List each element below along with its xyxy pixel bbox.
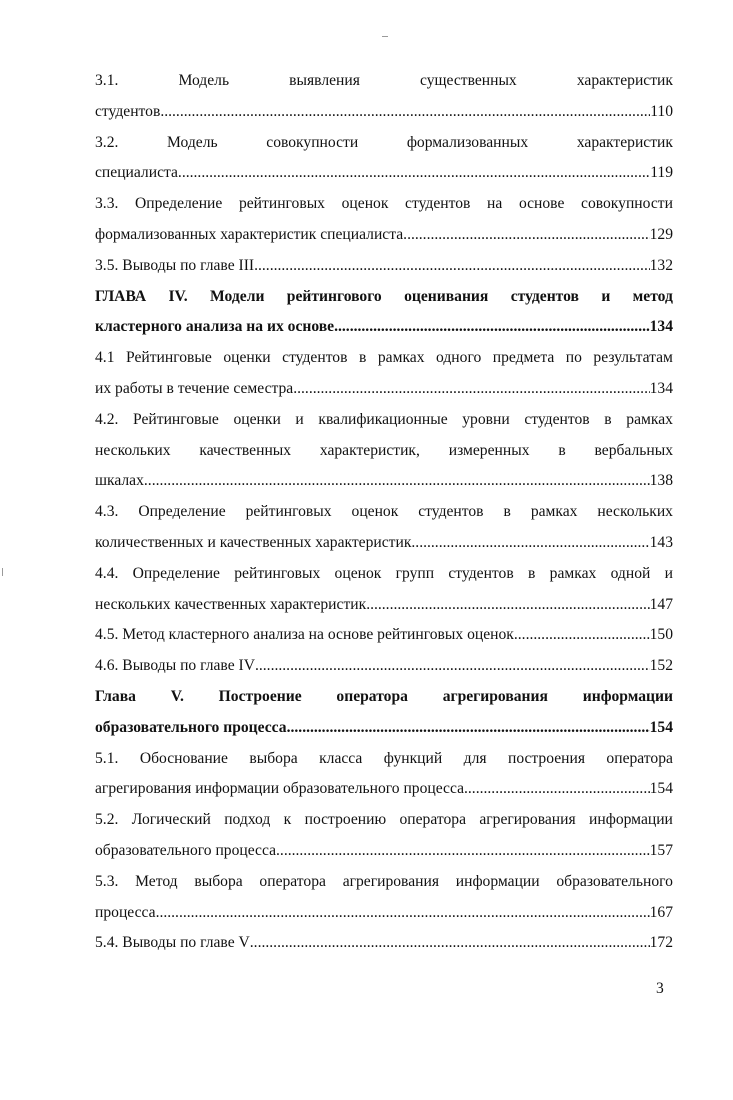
toc-word: оценивания	[404, 287, 489, 305]
toc-line	[95, 559, 673, 590]
toc-entry-title: их работы в течение семестра	[95, 379, 294, 397]
toc-word: и	[601, 287, 611, 305]
toc-word: 5.3.	[95, 872, 119, 890]
toc-word: оценки	[233, 410, 281, 428]
toc-line	[95, 867, 673, 898]
toc-word: рейтинговых	[245, 503, 332, 521]
toc-line	[95, 497, 673, 528]
toc-word: Определение	[132, 564, 220, 582]
toc-word: 4.2.	[95, 410, 119, 428]
toc-entry	[95, 312, 673, 343]
toc-entry	[95, 97, 673, 128]
toc-word: оператора	[606, 749, 673, 767]
dot-leader	[255, 651, 650, 682]
toc-page-number: 157	[649, 841, 673, 859]
toc-page-number: 172	[649, 934, 673, 952]
toc-word: к	[283, 811, 292, 829]
toc-page-number: 138	[649, 472, 673, 490]
toc-word: и	[664, 564, 673, 582]
toc-word: характеристик	[576, 133, 673, 151]
toc-page-number: 132	[649, 256, 673, 274]
toc-page-number: 119	[650, 164, 673, 182]
toc-page-number: 150	[649, 626, 673, 644]
toc-word: Построение	[218, 687, 302, 705]
toc-page-number: 143	[649, 533, 673, 551]
toc-line	[95, 805, 673, 836]
toc-word: Модели	[210, 287, 265, 305]
toc-word: оператора	[259, 872, 326, 890]
toc-word: студентов	[282, 349, 348, 367]
toc-line	[95, 343, 673, 374]
toc-word: функций	[383, 749, 443, 767]
table-of-contents	[95, 66, 673, 959]
toc-word: по	[565, 349, 582, 367]
toc-word: агрегирования	[479, 811, 576, 829]
toc-word: студентов	[405, 195, 471, 213]
toc-entry-title: образовательного процесса	[95, 841, 277, 859]
toc-word: рейтинговых	[238, 195, 325, 213]
toc-word: существенных	[420, 72, 517, 89]
toc-entry-title: нескольких качественных характеристик	[95, 595, 367, 613]
toc-word: оценок	[341, 195, 389, 213]
toc-entry	[95, 898, 673, 929]
toc-entry	[95, 220, 673, 251]
toc-word: рамках	[377, 349, 425, 367]
toc-word: Определение	[135, 195, 223, 213]
toc-word: характеристик,	[319, 441, 420, 459]
toc-entry	[95, 620, 673, 651]
toc-word: оператора	[399, 811, 466, 829]
toc-entry-title: специалиста	[95, 164, 178, 182]
toc-word: студентов	[418, 503, 484, 521]
toc-word: 3.2.	[95, 133, 119, 151]
toc-word: выбора	[249, 749, 298, 767]
toc-entry	[95, 928, 673, 959]
dot-leader	[411, 528, 649, 559]
dot-leader	[178, 158, 650, 189]
dot-leader	[160, 97, 650, 128]
toc-line	[95, 682, 673, 713]
toc-word: IV.	[168, 287, 188, 305]
toc-word: уровни	[462, 410, 510, 428]
toc-entry-title: кластерного анализа на их основе	[95, 318, 335, 336]
toc-entry-title: 3.5. Выводы по главе III	[95, 256, 255, 274]
toc-word: информации	[589, 811, 673, 829]
dot-leader	[250, 928, 650, 959]
toc-entry-title: 4.6. Выводы по главе IV	[95, 657, 255, 675]
toc-entry-title: формализованных характеристик специалиста	[95, 225, 404, 243]
toc-word: измеренных	[448, 441, 530, 459]
toc-word: подход	[224, 811, 271, 829]
toc-line	[95, 744, 673, 775]
toc-entry-title: студентов	[95, 102, 161, 120]
toc-entry-title: образовательного процесса	[95, 718, 287, 736]
toc-entry-title: 4.5. Метод кластерного анализа на основе рейтинговых оценок	[95, 626, 514, 644]
toc-page-number: 134	[649, 379, 673, 397]
toc-word: 4.3.	[95, 503, 119, 521]
toc-word: 5.2.	[95, 811, 119, 829]
toc-word: 3.3.	[95, 195, 119, 213]
toc-word: на	[487, 195, 503, 213]
toc-word: совокупности	[266, 133, 359, 151]
toc-word: Определение	[138, 503, 226, 521]
dot-leader	[464, 774, 650, 805]
toc-entry	[95, 590, 673, 621]
toc-word: ГЛАВА	[95, 287, 147, 305]
dot-leader	[366, 590, 649, 621]
toc-word: рейтингового	[286, 287, 382, 305]
dot-leader	[403, 220, 649, 251]
toc-word: Модель	[178, 72, 230, 89]
toc-entry	[95, 836, 673, 867]
toc-page-number: 110	[650, 102, 673, 120]
toc-word: метод	[632, 287, 673, 305]
toc-word: построению	[304, 811, 387, 829]
dot-leader	[254, 251, 650, 282]
dot-leader	[156, 898, 650, 929]
toc-word: агрегирования	[442, 687, 548, 705]
toc-word: в	[604, 410, 612, 428]
toc-entry	[95, 651, 673, 682]
toc-word: студентов	[448, 564, 514, 582]
dot-leader	[144, 466, 650, 497]
toc-page-number: 167	[649, 903, 673, 921]
toc-line	[95, 66, 673, 97]
toc-word: информации	[455, 872, 540, 890]
toc-word: формализованных	[406, 133, 529, 151]
toc-word: рамках	[549, 564, 597, 582]
toc-entry	[95, 158, 673, 189]
dot-leader	[334, 312, 650, 343]
toc-word: в	[527, 564, 536, 582]
toc-page-number: 154	[649, 780, 673, 798]
toc-entry-title: процесса	[95, 903, 156, 921]
toc-word: характеристик	[576, 72, 673, 89]
toc-word: нескольких	[597, 503, 673, 521]
toc-word: Логический	[131, 811, 211, 829]
toc-word: одного	[436, 349, 482, 367]
toc-word: 5.1.	[95, 749, 119, 767]
toc-word: одной	[610, 564, 651, 582]
toc-word: выбора	[194, 872, 243, 890]
toc-word: оператора	[336, 687, 408, 705]
toc-word: Глава	[95, 687, 136, 705]
toc-entry-title: агрегирования информации образовательного процесса	[95, 780, 464, 798]
page-number: 3	[656, 980, 664, 997]
toc-word: для	[463, 749, 487, 767]
toc-word: и	[295, 410, 304, 428]
toc-page-number: 147	[649, 595, 673, 613]
toc-word: класса	[319, 749, 363, 767]
toc-word: Модель	[167, 133, 218, 151]
toc-page-number: 154	[649, 718, 673, 736]
toc-word: 4.4.	[95, 564, 119, 582]
toc-word: студентов	[524, 410, 590, 428]
toc-word: 3.1.	[95, 72, 119, 89]
toc-line	[95, 282, 673, 313]
dot-leader	[276, 836, 650, 867]
toc-word: выявления	[289, 72, 360, 89]
toc-word: нескольких	[95, 441, 171, 459]
toc-entry	[95, 251, 673, 282]
toc-line	[95, 189, 673, 220]
toc-line	[95, 128, 673, 159]
toc-word: образовательного	[556, 872, 673, 890]
toc-entry	[95, 713, 673, 744]
toc-page-number: 129	[649, 225, 673, 243]
toc-word: Метод	[135, 872, 178, 890]
toc-word: информации	[582, 687, 673, 705]
toc-word: предмета	[492, 349, 555, 367]
toc-entry	[95, 374, 673, 405]
toc-word: Рейтинговые	[133, 410, 219, 428]
toc-entry-title: количественных и качественных характеристик	[95, 533, 412, 551]
dot-leader	[287, 713, 650, 744]
toc-word: в	[558, 441, 566, 459]
dot-leader	[514, 620, 650, 651]
toc-word: V.	[170, 687, 184, 705]
toc-word: построения	[507, 749, 585, 767]
toc-word: агрегирования	[342, 872, 439, 890]
toc-entry-title: шкалах	[95, 472, 144, 490]
toc-word: квалификационные	[318, 410, 448, 428]
toc-word: вербальных	[594, 441, 673, 459]
dot-leader	[293, 374, 649, 405]
toc-word: в	[503, 503, 511, 521]
toc-line	[95, 436, 673, 467]
toc-word: студентов	[510, 287, 579, 305]
toc-entry	[95, 774, 673, 805]
scan-mark-top	[382, 36, 388, 37]
toc-word: рамках	[626, 410, 673, 428]
toc-word: оценки	[223, 349, 271, 367]
toc-word: 4.1	[95, 349, 115, 367]
scan-mark-left	[2, 568, 3, 576]
toc-word: рейтинговых	[234, 564, 321, 582]
toc-word: в	[358, 349, 367, 367]
toc-word: Рейтинговые	[126, 349, 212, 367]
toc-page-number: 134	[649, 318, 673, 336]
toc-word: оценок	[334, 564, 382, 582]
toc-entry	[95, 466, 673, 497]
toc-entry-title: 5.4. Выводы по главе V	[95, 934, 250, 952]
toc-word: Обоснование	[139, 749, 228, 767]
toc-word: результатам	[593, 349, 673, 367]
toc-word: качественных	[199, 441, 292, 459]
toc-word: оценок	[351, 503, 399, 521]
toc-word: основе	[518, 195, 565, 213]
toc-page-number: 152	[649, 657, 673, 675]
toc-word: групп	[395, 564, 435, 582]
toc-entry	[95, 528, 673, 559]
toc-word: совокупности	[581, 195, 673, 213]
toc-line	[95, 405, 673, 436]
toc-word: рамках	[530, 503, 578, 521]
